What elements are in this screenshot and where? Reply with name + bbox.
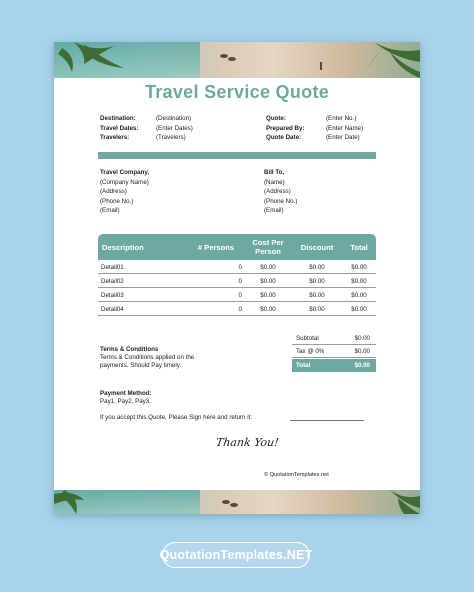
header-total: Total <box>350 242 368 252</box>
bill-to-phone: (Phone No.) <box>264 197 298 205</box>
total-label: Total <box>296 362 311 369</box>
row-persons: 0 <box>238 277 242 285</box>
destination-label: Destination: <box>100 115 136 122</box>
company-email: (Email) <box>100 207 120 214</box>
document-title: Travel Service Quote <box>144 82 330 102</box>
accept-instruction: If you accept this Quote, Please Sign here and return it: <box>100 414 253 421</box>
header-persons: # Persons <box>197 242 235 252</box>
totals-block <box>292 332 376 372</box>
total-row <box>292 359 376 372</box>
row-total: $0.00 <box>351 291 367 299</box>
table-row <box>98 302 376 316</box>
quote-date-value: (Enter Date) <box>326 134 360 141</box>
travelers-value: (Travelers) <box>156 134 186 141</box>
travelers-label: Travelers: <box>100 134 130 141</box>
travel-dates-label: Travel Dates: <box>100 124 139 132</box>
row-discount: $0.00 <box>309 263 325 271</box>
subtotal-value: $0.00 <box>354 334 370 342</box>
travel-dates-value: (Enter Dates) <box>156 124 193 132</box>
footer-beach-image <box>54 490 420 514</box>
subtotal-row <box>292 332 376 345</box>
table-row <box>98 288 376 302</box>
bill-to-email: (Email) <box>264 207 284 214</box>
bill-to-address: (Address) <box>264 188 291 195</box>
total-value: $0.00 <box>354 362 370 369</box>
prepared-by-value: (Enter Name) <box>326 124 364 132</box>
quote-value: (Enter No.) <box>326 115 357 122</box>
row-discount: $0.00 <box>309 291 325 299</box>
bill-to-name: (Name) <box>264 178 285 186</box>
row-cost: $0.00 <box>260 277 276 285</box>
row-cost: $0.00 <box>260 305 276 313</box>
quote-date-label: Quote Date: <box>266 134 302 141</box>
table-row <box>98 274 376 288</box>
quote-document <box>54 42 420 514</box>
row-persons: 0 <box>238 291 242 299</box>
table-body <box>98 260 376 316</box>
company-phone: (Phone No.) <box>100 197 134 205</box>
row-persons: 0 <box>238 263 242 271</box>
row-description: Detail01 <box>101 263 124 271</box>
palm-tree-icon <box>54 490 420 514</box>
row-description: Detail03 <box>101 291 124 299</box>
payment-block <box>100 390 152 406</box>
table-row <box>98 260 376 274</box>
prepared-by-label: Prepared By: <box>266 124 305 132</box>
row-description: Detail04 <box>101 305 124 313</box>
terms-text: Terms & Conditions applied on the payments. Should Pay timely. <box>100 354 195 369</box>
copyright-text: © QuotationTemplates.net <box>264 472 329 478</box>
row-total: $0.00 <box>351 305 367 313</box>
tax-row <box>292 345 376 358</box>
signature-line[interactable] <box>290 420 364 421</box>
quote-table <box>98 234 376 316</box>
bill-to-block <box>264 168 297 216</box>
company-name: (Company Name) <box>100 178 149 186</box>
table-header <box>98 234 376 260</box>
row-cost: $0.00 <box>260 263 276 271</box>
payment-heading: Payment Method: <box>100 390 152 397</box>
header-description: Description <box>102 242 144 252</box>
section-divider <box>98 152 376 159</box>
header-discount: Discount <box>300 242 334 252</box>
header-beach-image <box>54 42 420 78</box>
terms-heading: Terms & Conditions <box>100 346 159 353</box>
row-discount: $0.00 <box>309 277 325 285</box>
row-discount: $0.00 <box>309 305 325 313</box>
row-total: $0.00 <box>351 263 367 271</box>
terms-block <box>100 346 220 370</box>
travel-company-heading: Travel Company, <box>100 169 150 176</box>
row-total: $0.00 <box>351 277 367 285</box>
trip-details <box>100 114 240 143</box>
tax-label: Tax @ 0% <box>296 347 325 355</box>
bill-to-heading: Bill To, <box>264 169 285 176</box>
header-cost-per-person: Cost Per Person <box>252 238 284 256</box>
quote-label: Quote: <box>266 115 286 122</box>
thank-you-signature: Thank You! <box>215 436 280 449</box>
brand-badge[interactable]: QuotationTemplates.NET <box>162 542 310 568</box>
tax-value: $0.00 <box>354 347 370 355</box>
row-persons: 0 <box>238 305 242 313</box>
row-description: Detail02 <box>101 277 124 285</box>
travel-company-block <box>100 168 149 216</box>
row-cost: $0.00 <box>260 291 276 299</box>
company-address: (Address) <box>100 188 127 195</box>
palm-tree-icon <box>54 42 420 78</box>
payment-text: Pay1, Pay2, Pay3. <box>100 398 151 405</box>
destination-value: (Destination) <box>156 115 192 122</box>
quote-details <box>266 114 396 143</box>
subtotal-label: Subtotal <box>296 334 319 342</box>
